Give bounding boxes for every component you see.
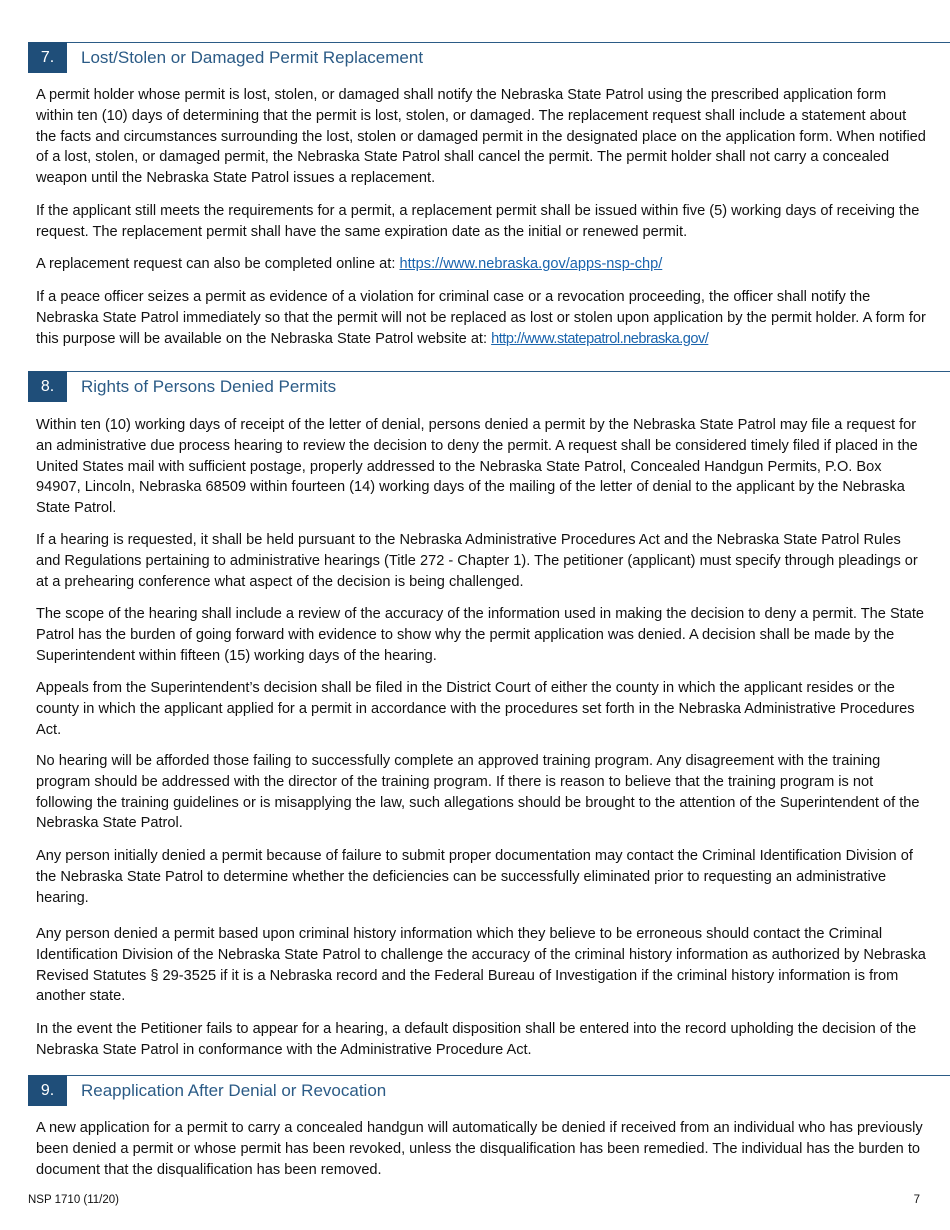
paragraph-online-replacement <box>36 254 926 275</box>
paragraph: If the applicant still meets the requirements for a permit, a replacement permit shall be issued within five (5) working days of receiving the request. The replacement permit shall have the same expiration date as the initial or renewed permit. <box>36 203 920 240</box>
online-replacement-link[interactable]: https://www.nebraska.gov/apps-nsp-chp/ <box>399 256 663 272</box>
page-number: 7 <box>913 1194 920 1206</box>
paragraph: Within ten (10) working days of receipt of the letter of denial, persons denied a permit by the Nebraska State Patrol may file a request for an administrative due process hearing to review the decision to deny the permit. A request shall be considered timely filed if placed in the United States mail with sufficient postage, properly addressed to the Nebraska State Patrol, Concealed Handgun Permits, P.O. Box 94907, Lincoln, Nebraska 68509 within fourteen (14) working days of the mailing of the letter of denial to the applicant by the Nebraska State Patrol. <box>36 417 918 517</box>
paragraph-peace-officer <box>36 287 926 349</box>
section-divider <box>28 1075 950 1076</box>
section-8-header <box>28 371 950 403</box>
paragraph: A new application for a permit to carry a concealed handgun will automatically be denied if received from an individual who has previously been denied a permit or whose permit has been revoked, unless the disqualification has been remedied. The individual has the burden to document that the disqualification has been removed. <box>36 1120 923 1178</box>
section-9-header <box>28 1075 950 1107</box>
form-id: NSP 1710 (11/20) <box>28 1194 119 1206</box>
paragraph: If a hearing is requested, it shall be held pursuant to the Nebraska Administrative Procedures Act and the Nebraska State Patrol Rules and Regulations pertaining to administrative hearings (Title 272 - Chapter 1). The petitioner (applicant) must specify through pleadings or at a prehearing conference what aspect of the decision is being challenged. <box>36 532 918 590</box>
section-number-badge: 8. <box>28 371 67 402</box>
section-number-badge: 7. <box>28 42 67 73</box>
paragraph: Any person denied a permit based upon criminal history information which they believe to be erroneous should contact the Criminal Identification Division of the Nebraska State Patrol to challenge the accuracy of the criminal history information as authorized by Nebraska Revised Statutes § 29-3525 if it is a Nebraska record and the Federal Bureau of Investigation if the criminal history information is from another state. <box>36 926 926 1005</box>
section-title: Rights of Persons Denied Permits <box>81 377 337 396</box>
paragraph: Any person initially denied a permit because of failure to submit proper documentation may contact the Criminal Identification Division of the Nebraska State Patrol to determine whether the deficiencies can be successfully eliminated prior to requesting an administrative hearing. <box>36 848 913 906</box>
paragraph: In the event the Petitioner fails to appear for a hearing, a default disposition shall be entered into the record upholding the decision of the Nebraska State Patrol in conformance with the Administrative Procedure Act. <box>36 1021 917 1058</box>
section-number-badge: 9. <box>28 1075 67 1106</box>
section-divider <box>28 371 950 372</box>
state-patrol-website-link[interactable]: http://www.statepatrol.nebraska.gov/ <box>491 330 709 347</box>
seize-text: If a peace officer seizes a permit as evidence of a violation for criminal case or a revocation proceeding, the officer shall notify the Nebraska State Patrol immediately so that the permit will not be replaced as lost or stolen upon application by the permit holder. A form for this purpose will be available on the Nebraska State Patrol website at: <box>36 289 926 347</box>
paragraph: No hearing will be afforded those failing to successfully complete an approved training program. Any disagreement with the training program should be addressed with the director of the training program. If there is reason to believe that the training program is not following the training guidelines or is misapplying the law, such allegations should be brought to the attention of the Superintendent of the Nebraska State Patrol. <box>36 753 920 832</box>
section-divider <box>28 42 950 43</box>
section-7-header <box>28 42 950 74</box>
online-text: A replacement request can also be completed online at: <box>36 256 400 272</box>
section-title: Lost/Stolen or Damaged Permit Replacement <box>81 48 424 67</box>
paragraph: A permit holder whose permit is lost, stolen, or damaged shall notify the Nebraska State Patrol using the prescribed application form within ten (10) days of determining that the permit is lost, stolen, or damaged. The replacement request shall include a statement about the facts and circumstances surrounding the lost, stolen or damaged permit in the designated place on the application form. When notified of a lost, stolen, or damaged permit, the Nebraska State Patrol shall cancel the permit. The permit holder shall not carry a concealed weapon until the Nebraska State Patrol issues a replacement. <box>36 87 926 187</box>
paragraph: Appeals from the Superintendent’s decision shall be filed in the District Court of either the county in which the applicant resides or the county in which the applicant applied for a permit in accordance with the procedures set forth in the Nebraska Administrative Procedures Act. <box>36 680 915 738</box>
paragraph: The scope of the hearing shall include a review of the accuracy of the information used in making the decision to deny a permit. The State Patrol has the burden of going forward with evidence to show why the permit application was denied. A decision shall be made by the Superintendent within fifteen (15) working days of the hearing. <box>36 606 925 664</box>
section-title: Reapplication After Denial or Revocation <box>81 1081 387 1100</box>
